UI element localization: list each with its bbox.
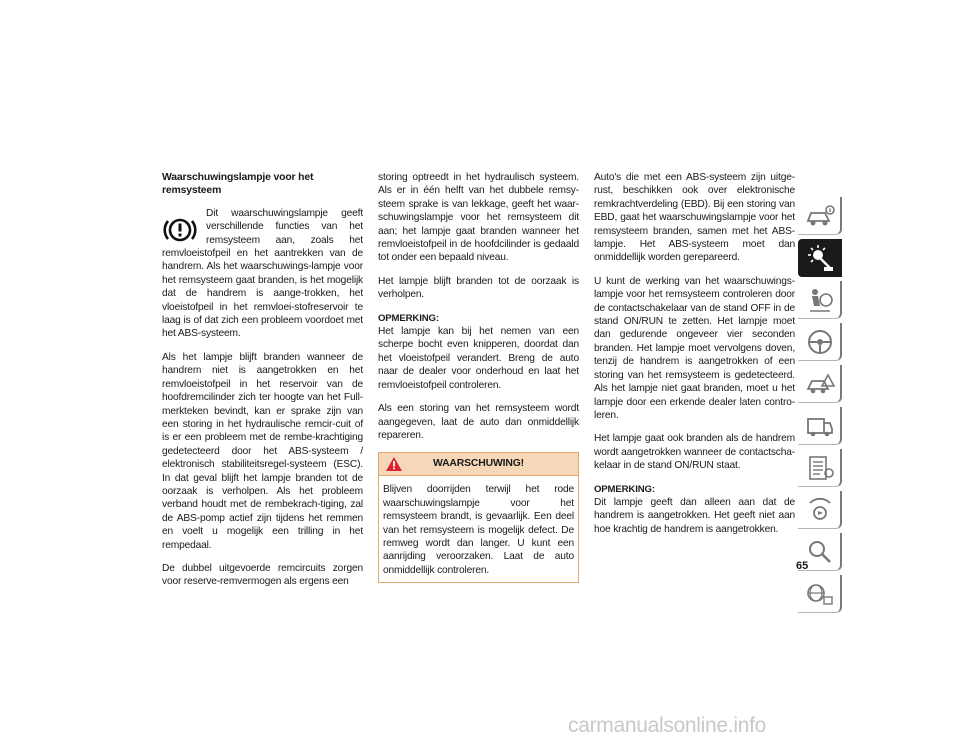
paragraph: Het lampje blijft branden tot de oorzaak is verholpen. — [378, 275, 579, 301]
warning-triangle-icon — [385, 456, 403, 472]
warning-header — [379, 453, 578, 476]
note — [378, 312, 579, 392]
language-icon — [804, 579, 836, 609]
warning-text: Blijven doorrijden terwijl het rode waarschuwingslampje voor het remsysteem brandt, is gevaarlijk. Een deel van het remsysteem is mogelijk defect. De remweg wordt dan langer. U kunt een aanrijding veroorzaken. Laat de auto onmiddellijk controleren. — [383, 484, 574, 576]
watermark: carmanualsonline.info — [568, 714, 766, 737]
paragraph: U kunt de werking van het waarschuwings-lampje voor het remsysteem controleren door de contactschakelaar van de stand OFF in de stand ON/RUN te zetten. Het lampje moet dan gedurende ongeveer vier seconden branden. Het lampje moet vervolgens doven, tenzij de handrem is aangetrokken of een storing van het remsysteem is gedetecteerd. Als het lampje niet gaat branden, moet u het lampje door een erkende dealer laten contro-leren. — [594, 275, 795, 421]
warning-box — [378, 452, 579, 583]
service-car-icon — [804, 411, 836, 441]
note-label: OPMERKING: — [378, 312, 439, 324]
chapter-tab-safety[interactable] — [798, 281, 842, 319]
chapter-tab-languages[interactable] — [798, 575, 842, 613]
column-2 — [378, 171, 579, 583]
chapter-tab-multimedia[interactable] — [798, 491, 842, 529]
safety-airbag-icon — [804, 285, 836, 315]
specifications-list-icon — [804, 453, 836, 483]
chapter-tab-dashboard[interactable] — [798, 239, 842, 277]
multimedia-icon — [804, 495, 836, 525]
dashboard-light-icon — [804, 243, 836, 273]
chapter-tabs — [798, 197, 842, 617]
paragraph: De dubbel uitgevoerde remcircuits zorgen voor reserve-remvermogen als ergens een — [162, 562, 363, 588]
note-text: Dit lampje geeft dan alleen aan dat de handrem is aangetrokken. Het geeft niet aan hoe krachtig de handrem is aangetrokken. — [594, 496, 795, 535]
chapter-tab-starting-driving[interactable] — [798, 323, 842, 361]
note — [594, 483, 795, 537]
paragraph: Als het lampje blijft branden wanneer de handrem niet is aangetrokken en het remvloeistofpeil in het reservoir van de hoofdremcilinder zich ter hoogte van het Full-merkteken bevindt, kan er sprake zijn van een storing in het hydraulische remcir-cuit of is er een probleem met de rembe-krachtiging gedetecteerd door het ABS-systeem / elektronisch stabiliteitsregel-systeem (ESC). In dat geval blijft het lampje branden tot de oorzaak is verholpen. Als het probleem verband houdt met de rembekrach-tiging, zal de ABS-pomp actief zijn tijdens het remmen en voelt u mogelijk een trilling in het rempedaal. — [162, 351, 363, 551]
emergency-triangle-icon — [804, 369, 836, 399]
car-info-icon — [804, 201, 836, 231]
paragraph: Dit waarschuwingslampje geeft verschillende functies van het remsysteem aan, zoals het remvloeistofpeil en het aantrekken van de handrem. Als het waarschuwings-lampje voor het remsysteem gaat branden, is het mogelijk dat de handrem is aange-trokken, het vloeistofpeil in het remvloei-stofreservoir te laag is of dat zich een probleem voordoet met het ABS-systeem. — [162, 207, 363, 340]
paragraph: Het lampje gaat ook branden als de handrem wordt aangetrokken wanneer de contactscha-kelaar in de stand ON/RUN staat. — [594, 433, 795, 472]
search-index-icon — [804, 537, 836, 567]
brake-lamp-paragraph — [162, 207, 363, 351]
column-3 — [594, 171, 795, 546]
section-heading: Waarschuwingslampje voor het remsysteem — [162, 172, 314, 197]
note-label: OPMERKING: — [594, 483, 655, 495]
paragraph: Als een storing van het remsysteem wordt aangegeven, laat de auto dan onmiddellijk repareren. — [378, 403, 579, 441]
chapter-tab-servicing[interactable] — [798, 407, 842, 445]
warning-title: WAARSCHUWING! — [433, 458, 524, 470]
paragraph: Auto's die met een ABS-systeem zijn uitge-rust, beschikken ook over elektronische remkrachtverdeling (EBD). Bij een storing van EBD, gaat het waarschuwingslampje voor het remsysteem branden, samen met het ABS-lampje. Het ABS-systeem moet dan onmiddellijk worden gerepareerd. — [594, 172, 795, 264]
brake-warning-lamp-icon — [162, 215, 198, 245]
paragraph: storing optreedt in het hydraulisch systeem. Als er in één helft van het dubbele remsy-steem sprake is van lekkage, geeft het waar-schuwingslampje voor het remsysteem dit aan; het lampje gaat branden wanneer het remvloeistofpeil in de hoofdcilinder is gedaald tot onder een bepaald niveau. — [378, 172, 579, 264]
chapter-tab-specifications[interactable] — [798, 449, 842, 487]
note-text: Het lampje kan bij het nemen van een scherpe bocht even knipperen, doordat dan het vloeistofpeil verandert. Breng de auto naar de dealer voor onderhoud en laat het remvloeistofpeil controleren. — [378, 326, 579, 391]
page-number: 65 — [796, 560, 809, 572]
column-1 — [162, 171, 363, 599]
chapter-tab-introduction[interactable] — [798, 197, 842, 235]
chapter-tab-emergencies[interactable] — [798, 365, 842, 403]
steering-wheel-icon — [804, 327, 836, 357]
